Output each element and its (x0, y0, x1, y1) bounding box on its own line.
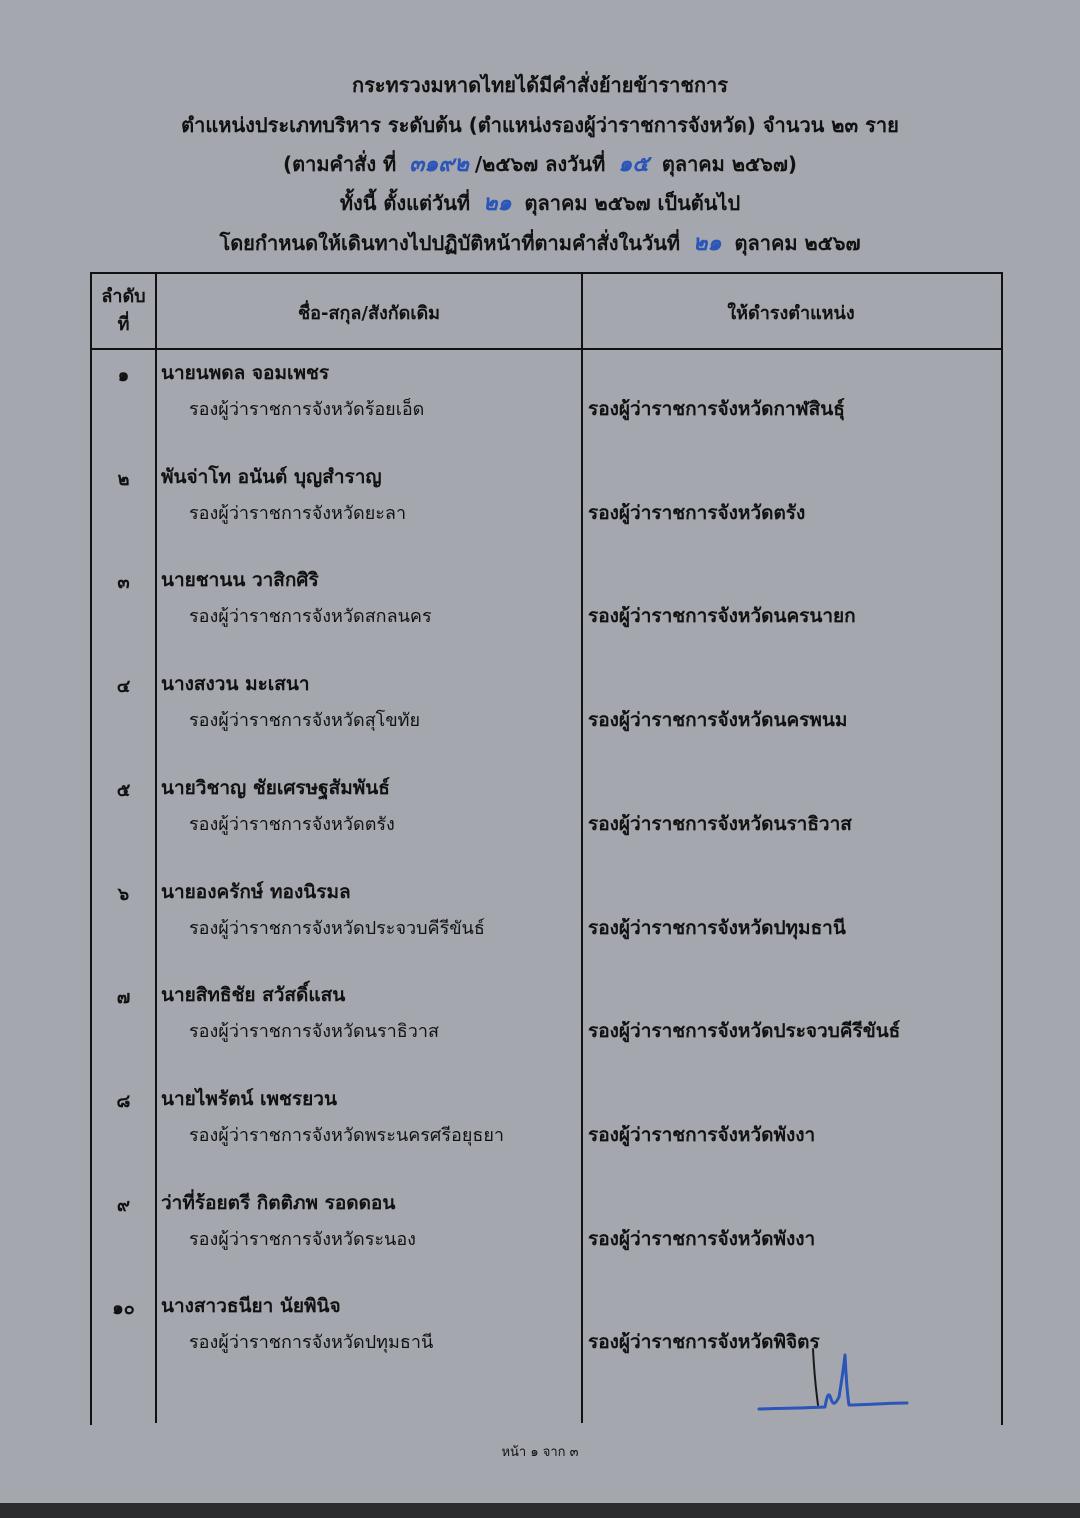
order-prefix: (ตามคำสั่ง ที่ (282, 152, 397, 176)
previous-position: รองผู้ว่าราชการจังหวัดสกลนคร (189, 606, 432, 627)
previous-position: รองผู้ว่าราชการจังหวัดประจวบคีรีขันธ์ (189, 918, 485, 939)
handwritten-order-day: ๑๕ (618, 152, 649, 177)
column-header-name: ชื่อ-สกุล/สังกัดเดิม (297, 303, 441, 324)
header-line-1: กระทรวงมหาดไทยได้มีคำสั่งย้ายข้าราชการ (351, 73, 729, 97)
row-number: ๑ (117, 365, 130, 386)
header-line-5 (0, 228, 1080, 259)
header-line-2: ตำแหน่งประเภทบริหาร ระดับต้น (ตำแหน่งรองผู้ว่าราชการจังหวัด) จำนวน ๒๓ ราย (181, 113, 899, 137)
column-header-no-line2: ที่ (117, 314, 130, 335)
person-name: นางสงวน มะเสนา (161, 673, 310, 695)
order-suffix: ตุลาคม ๒๕๖๗) (661, 152, 798, 176)
handwritten-effective-day: ๒๑ (483, 191, 512, 216)
person-name: นายสิทธิชัย สวัสดิ์แสน (161, 984, 346, 1006)
effective-prefix: ทั้งนี้ ตั้งแต่วันที่ (339, 191, 471, 215)
table-row (0, 464, 1080, 568)
row-number: ๓ (117, 572, 130, 593)
column-header-no-line1: ลำดับ (101, 286, 146, 307)
previous-position: รองผู้ว่าราชการจังหวัดร้อยเอ็ด (189, 399, 425, 420)
person-name: นายองครักษ์ ทองนิรมล (161, 881, 351, 903)
row-number: ๕ (116, 780, 131, 801)
row-number: ๘ (116, 1091, 131, 1112)
bottom-bar (0, 1503, 1080, 1518)
person-name: นางสาวธนียา นัยพินิจ (161, 1295, 341, 1317)
person-name: พันจ่าโท อนันต์ บุญสำราญ (161, 466, 382, 488)
header-line-3 (0, 149, 1080, 180)
order-year: /๒๕๖๗ ลงวันที่ (474, 152, 606, 176)
handwritten-order-number: ๓๑๙๒ (409, 152, 469, 177)
previous-position: รองผู้ว่าราชการจังหวัดปทุมธานี (189, 1332, 434, 1353)
person-name: นายชานน วาสิกศิริ (161, 569, 319, 591)
table-row (0, 567, 1080, 671)
row-number: ๔ (116, 676, 131, 697)
new-position: รองผู้ว่าราชการจังหวัดพังงา (588, 1228, 816, 1250)
new-position: รองผู้ว่าราชการจังหวัดตรัง (588, 502, 806, 524)
row-number: ๗ (116, 987, 131, 1008)
effective-suffix: ตุลาคม ๒๕๖๗ เป็นต้นไป (524, 191, 741, 215)
row-number: ๑๐ (112, 1298, 135, 1319)
table-row (0, 775, 1080, 879)
travel-prefix: โดยกำหนดให้เดินทางไปปฏิบัติหน้าที่ตามคำสั่งในวันที่ (219, 231, 681, 255)
new-position: รองผู้ว่าราชการจังหวัดนราธิวาส (588, 813, 852, 835)
table-row (0, 1293, 1080, 1397)
column-header-new-position: ให้ดำรงตำแหน่ง (727, 303, 855, 324)
person-name: นายวิชาญ ชัยเศรษฐสัมพันธ์ (161, 777, 390, 799)
previous-position: รองผู้ว่าราชการจังหวัดนราธิวาส (189, 1021, 439, 1042)
previous-position: รองผู้ว่าราชการจังหวัดตรัง (189, 814, 395, 835)
previous-position: รองผู้ว่าราชการจังหวัดสุโขทัย (189, 710, 421, 731)
row-number: ๖ (117, 884, 130, 905)
column-header-no (92, 283, 155, 339)
page-number: หน้า ๑ จาก ๓ (501, 1445, 579, 1460)
travel-suffix: ตุลาคม ๒๕๖๗ (734, 231, 861, 255)
person-name: นายไพรัตน์ เพชรยวน (161, 1088, 337, 1110)
handwritten-travel-day: ๒๑ (693, 231, 722, 256)
header-row-divider (90, 348, 1001, 350)
row-number: ๙ (116, 1195, 131, 1216)
table-row (0, 1190, 1080, 1294)
table-row (0, 879, 1080, 983)
signature (755, 1345, 915, 1420)
person-name: นายนพดล จอมเพชร (161, 362, 330, 384)
previous-position: รองผู้ว่าราชการจังหวัดพระนครศรีอยุธยา (189, 1125, 504, 1146)
header-line-4 (0, 188, 1080, 219)
new-position: รองผู้ว่าราชการจังหวัดพิจิตร (588, 1331, 820, 1353)
person-name: ว่าที่ร้อยตรี กิตติภพ รอดดอน (161, 1192, 396, 1214)
new-position: รองผู้ว่าราชการจังหวัดนครพนม (588, 709, 848, 731)
new-position: รองผู้ว่าราชการจังหวัดปทุมธานี (588, 917, 846, 939)
row-number: ๒ (117, 469, 130, 490)
new-position: รองผู้ว่าราชการจังหวัดกาฬสินธุ์ (588, 398, 845, 420)
table-row (0, 671, 1080, 775)
table-row (0, 360, 1080, 464)
table-row (0, 982, 1080, 1086)
previous-position: รองผู้ว่าราชการจังหวัดระนอง (189, 1229, 416, 1250)
new-position: รองผู้ว่าราชการจังหวัดพังงา (588, 1124, 816, 1146)
new-position: รองผู้ว่าราชการจังหวัดประจวบคีรีขันธ์ (588, 1020, 901, 1042)
previous-position: รองผู้ว่าราชการจังหวัดยะลา (189, 503, 407, 524)
table-row (0, 1086, 1080, 1190)
new-position: รองผู้ว่าราชการจังหวัดนครนายก (588, 605, 856, 627)
